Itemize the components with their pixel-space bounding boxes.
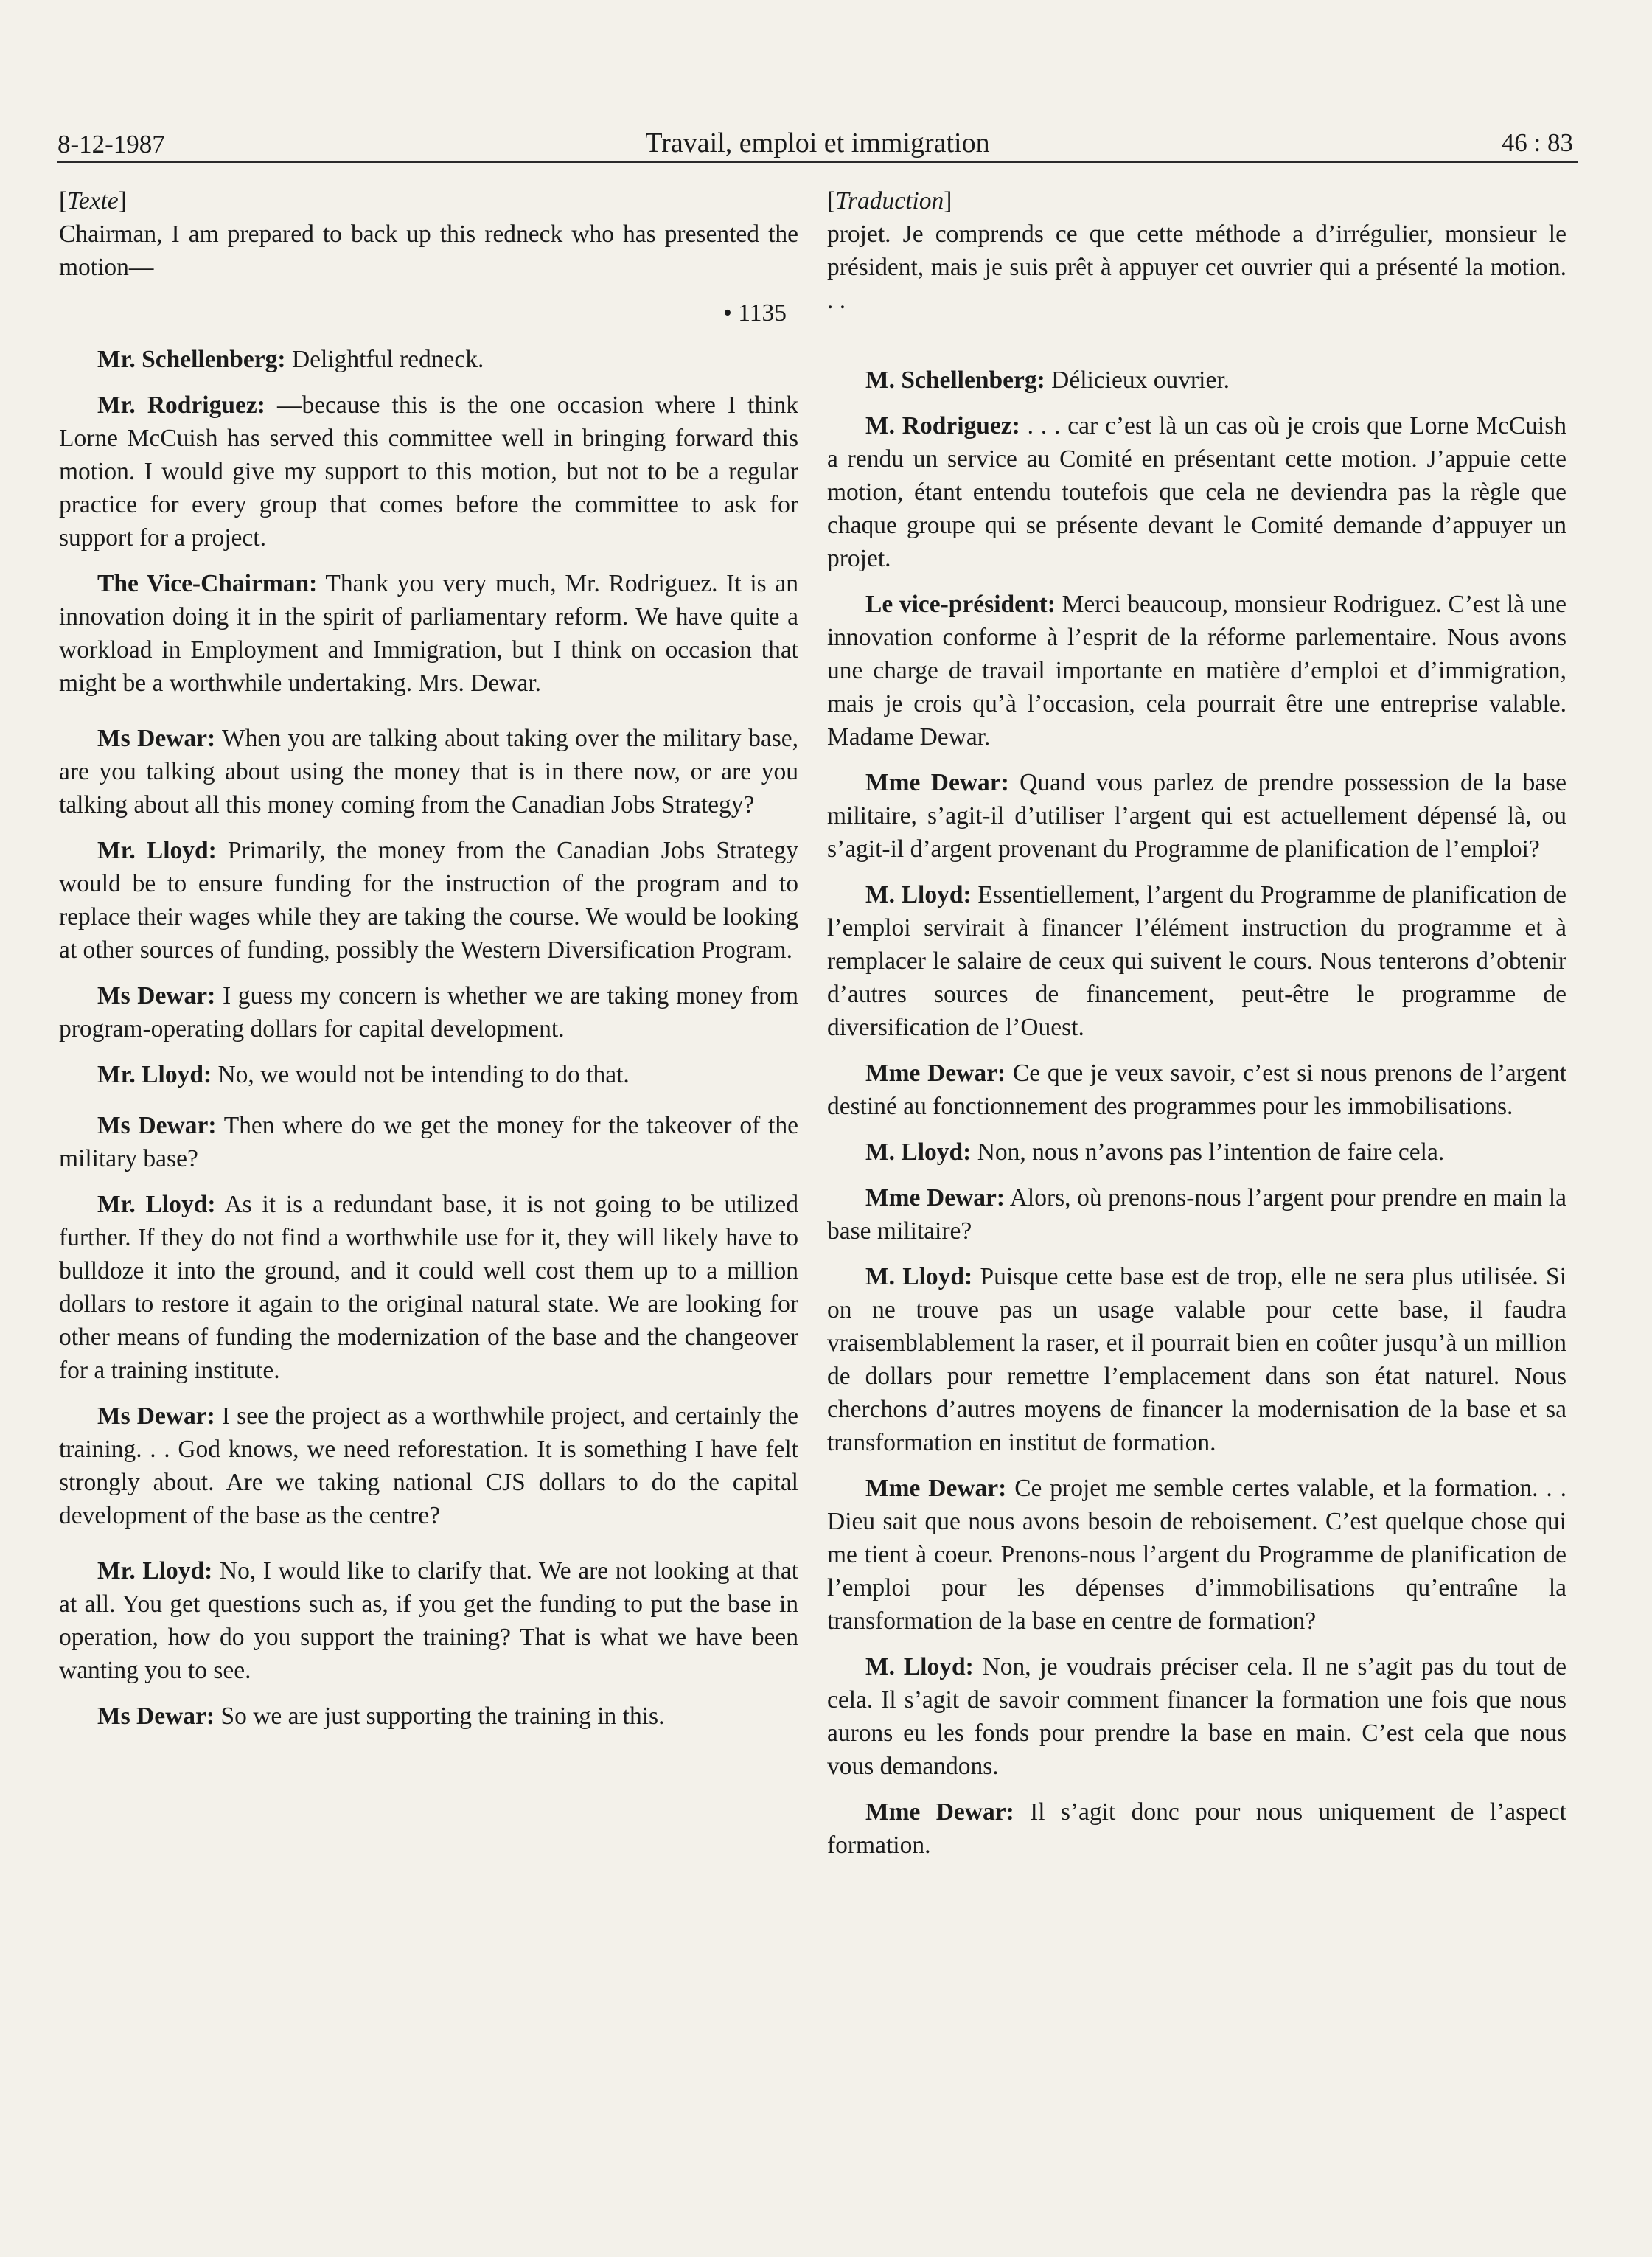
speech-text: Quand vous parlez de prendre possession de la base militaire, s’agit-il d’utiliser l’argent qui est actuellement dépensé là, ou s’agit-il d’argent provenant du Programme de planification de l’emploi? [827, 769, 1566, 863]
speech-paragraph [827, 878, 1566, 1044]
speaker-name: Mr. Rodriguez: [97, 392, 265, 419]
speech-paragraph [59, 1109, 798, 1175]
speaker-name: Mme Dewar: [865, 1475, 1007, 1502]
speech-paragraph [827, 364, 1566, 397]
speaker-name: Mr. Lloyd: [97, 1557, 213, 1585]
speech-text: Ce projet me semble certes valable, et la formation. . . Dieu sait que nous avons besoin de reboisement. C’est quelque chose qui me tient à coeur. Prenons-nous l’argent du Programme de planification de l’emploi pour les dépenses d’immobilisations qu’entraîne la transformation de la base en centre de formation? [827, 1475, 1566, 1635]
page-header [57, 124, 1578, 163]
speech-paragraph [59, 1554, 798, 1687]
header-date: 8-12-1987 [57, 130, 165, 159]
speech-text: Essentiellement, l’argent du Programme de planification de l’emploi servirait à financer l’élément instruction du programme et à remplacer le salaire de ceux qui suivent le cours. Nous tenterons d’obtenir d’autres sources de financement, peut-être le programme de diversification de l’Ouest. [827, 881, 1567, 1041]
speech-paragraph [827, 409, 1566, 575]
speech-text: Non, je voudrais préciser cela. Il ne s’agit pas du tout de cela. Il s’agit de savoir comment financer la formation une fois que nous aurons eu les fonds pour prendre la base en main. C’est cela que nous vous demandons. [827, 1653, 1567, 1780]
speaker-name: M. Rodriguez: [865, 412, 1020, 439]
speech-paragraph [59, 1700, 798, 1733]
speech-text: As it is a redundant base, it is not going to be utilized further. If they do not find a worthwhile use for it, they will likely have to bulldoze it into the ground, and it could well cost them up to a million dollars to restore it again to the original natural state. We are looking for other means of funding the modernization of the base and the changeover for a training institute. [59, 1191, 798, 1384]
speaker-name: Ms Dewar: [97, 982, 216, 1009]
speech-text: No, we would not be intending to do that. [217, 1061, 630, 1088]
speaker-name: Mr. Lloyd: [97, 1191, 216, 1218]
speech-paragraph [827, 1472, 1566, 1638]
speaker-name: Le vice-président: [865, 591, 1056, 618]
intro-paragraph: Chairman, I am prepared to back up this redneck who has presented the motion— [59, 220, 798, 281]
speech-paragraph [59, 389, 798, 554]
speaker-name: Mr. Lloyd: [97, 1061, 212, 1088]
speech-text: Then where do we get the money for the takeover of the military base? [59, 1112, 798, 1172]
speech-paragraph [59, 1188, 798, 1387]
speaker-name: M. Lloyd: [865, 881, 972, 908]
speaker-name: Ms Dewar: [97, 1112, 217, 1139]
speech-text: —because this is the one occasion where I think Lorne McCuish has served this committee well in bringing forward this motion. I would give my support to this motion, but not to be a regular practice for every group that comes before the committee to ask for support for a project. [59, 392, 798, 552]
speaker-name: M. Lloyd: [865, 1653, 974, 1680]
speech-paragraph [59, 1399, 798, 1532]
time-marker: • 1135 [723, 299, 787, 327]
speech-text: Thank you very much, Mr. Rodriguez. It is an innovation doing it in the spirit of parliamentary reform. We have quite a workload in Employment and Immigration, but I think on occasion that might be a worthwhile undertaking. Mrs. Dewar. [59, 570, 798, 697]
french-column [827, 184, 1566, 1874]
speech-paragraph [59, 343, 798, 376]
speaker-name: M. Schellenberg: [865, 366, 1045, 394]
speech-paragraph [59, 979, 798, 1046]
speech-text: I see the project as a worthwhile project, and certainly the training. . . God knows, we need reforestation. It is something I have felt strongly about. Are we taking national CJS dollars to do the capital development of the base as the centre? [59, 1402, 799, 1529]
speech-text: So we are just supporting the training in this. [220, 1703, 665, 1730]
column-label-traduction: [Traduction] [827, 187, 952, 215]
speaker-name: Mme Dewar: [865, 1060, 1006, 1087]
speech-text: Ce que je veux savoir, c’est si nous prenons de l’argent destiné au fonctionnement des programmes pour les immobilisations. [827, 1060, 1567, 1120]
speech-paragraph [827, 766, 1566, 866]
intro-paragraph: projet. Je comprends ce que cette méthode a d’irrégulier, monsieur le président, mais je suis prêt à appuyer cet ouvrier qui a présenté la motion. . . [827, 220, 1566, 314]
speaker-name: M. Lloyd: [865, 1138, 972, 1166]
header-title: Travail, emploi et immigration [645, 128, 990, 159]
speech-text: Non, nous n’avons pas l’intention de faire cela. [977, 1138, 1445, 1166]
speech-paragraph [827, 1136, 1566, 1169]
speaker-name: Mr. Lloyd: [97, 837, 217, 864]
speech-paragraph [59, 1058, 798, 1091]
speech-text: I guess my concern is whether we are taking money from program-operating dollars for capital development. [59, 982, 799, 1043]
speech-paragraph [59, 722, 798, 821]
speech-text: Puisque cette base est de trop, elle ne sera plus utilisée. Si on ne trouve pas un usage valable pour cette base, il faudra vraisemblablement la raser, et il pourrait bien en coûter jusqu’à un million de dollars pour remettre l’emplacement dans son état naturel. Nous cherchons d’autres moyens de financer la modernisation de la base et sa transformation en institut de formation. [827, 1263, 1566, 1456]
speech-text: Délicieux ouvrier. [1051, 366, 1230, 394]
speaker-name: Ms Dewar: [97, 1402, 215, 1430]
header-page-number: 46 : 83 [1501, 128, 1573, 157]
speaker-name: Mr. Schellenberg: [97, 346, 286, 373]
speaker-name: Mme Dewar: [865, 1798, 1014, 1826]
speech-paragraph [827, 1650, 1566, 1783]
speech-text: Merci beaucoup, monsieur Rodriguez. C’est là une innovation conforme à l’esprit de la réforme parlementaire. Nous avons une charge de travail importante en matière d’emploi et d’immigration, mais je crois qu’à l’occasion, cela pourrait être une entreprise valable. Madame Dewar. [827, 591, 1567, 751]
speaker-name: M. Lloyd: [865, 1263, 973, 1290]
speech-paragraph [59, 567, 798, 700]
speech-paragraph [59, 834, 798, 967]
english-column [59, 184, 798, 1745]
speaker-name: Mme Dewar: [865, 769, 1009, 796]
speech-text: Primarily, the money from the Canadian Jobs Strategy would be to ensure funding for the instruction of the program and to replace their wages while they are taking the course. We would be looking at other sources of funding, possibly the Western Diversification Program. [59, 837, 798, 964]
speech-text: . . . car c’est là un cas où je crois que Lorne McCuish a rendu un service au Comité en présentant cette motion. J’appuie cette motion, étant entendu toutefois que cela ne deviendra pas la règle que chaque groupe qui se présente devant le Comité demande d’appuyer un projet. [827, 412, 1566, 572]
speaker-name: Ms Dewar: [97, 725, 216, 752]
column-label-texte: [Texte] [59, 187, 127, 215]
speech-paragraph [827, 588, 1566, 754]
speech-text: Il s’agit donc pour nous uniquement de l’aspect formation. [827, 1798, 1566, 1859]
speech-paragraph [827, 1181, 1566, 1248]
speaker-name: Ms Dewar: [97, 1703, 215, 1730]
speech-text: No, I would like to clarify that. We are not looking at that at all. You get questions such as, if you get the funding to put the base in operation, how do you support the training? That is what we have been wanting you to see. [59, 1557, 799, 1684]
speaker-name: The Vice-Chairman: [97, 570, 318, 597]
speech-text: Delightful redneck. [291, 346, 484, 373]
speech-paragraph [827, 1260, 1566, 1459]
speech-text: Alors, où prenons-nous l’argent pour prendre en main la base militaire? [827, 1184, 1566, 1245]
speech-paragraph [827, 1057, 1566, 1123]
speaker-name: Mme Dewar: [865, 1184, 1005, 1211]
speech-paragraph [827, 1795, 1566, 1862]
speech-text: When you are talking about taking over the military base, are you talking about using the money that is in there now, or are you talking about all this money coming from the Canadian Jobs Strategy? [59, 725, 798, 818]
